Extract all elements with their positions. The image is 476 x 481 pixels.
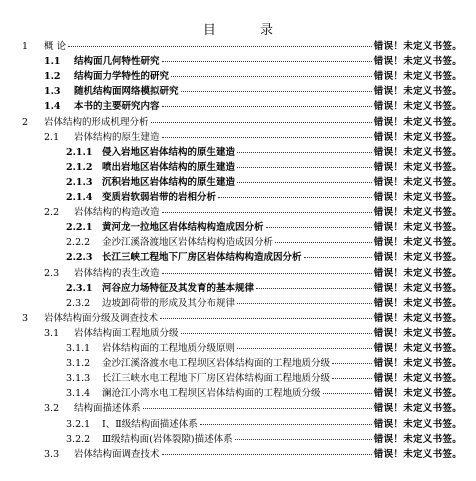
toc-leader-dots	[237, 182, 372, 183]
toc-leader-dots	[162, 106, 372, 107]
toc-entry-number: 2.1.3	[66, 176, 93, 188]
toc-leader-dots	[304, 257, 372, 258]
toc-entry[interactable]	[66, 174, 462, 188]
toc-entry-page-ref: 错误！未定义书签。	[373, 161, 462, 173]
toc-entry-number: 3.1.3	[66, 373, 91, 385]
toc-entry-title: 岩体结构面分级及调查技术	[44, 312, 159, 324]
toc-entry[interactable]	[66, 234, 462, 248]
toc-leader-dots	[266, 227, 372, 228]
toc-entry-page-ref: 错误！未定义书签。	[373, 282, 462, 294]
toc-entry-page-ref: 错误！未定义书签。	[373, 267, 462, 279]
toc-entry-title: 本书的主要研究内容	[74, 101, 160, 113]
toc-entry-number: 2.3	[44, 267, 60, 279]
toc-entry-page-ref: 错误！未定义书签。	[373, 252, 462, 264]
toc-entry-number: 2.3.1	[66, 282, 93, 294]
toc-entry-number: 2.2	[44, 207, 60, 219]
toc-leader-dots	[162, 137, 372, 138]
toc-entry-title: 随机结构面网络模拟研究	[74, 86, 179, 98]
toc-leader-dots	[68, 46, 372, 47]
toc-entry-number: 3.1.2	[66, 358, 91, 370]
toc-entry-number: 3.2.2	[66, 433, 91, 445]
toc-entry-page-ref: 错误！未定义书签。	[373, 56, 462, 68]
toc-entry-number: 2.1.1	[66, 146, 93, 158]
toc-entry[interactable]	[44, 446, 462, 460]
toc-entry-title: 侵入岩地区岩体结构的原生建造	[102, 146, 236, 158]
toc-leader-dots	[323, 393, 372, 394]
toc-entry-number: 3.1.4	[66, 388, 91, 400]
toc-entry-title: 沉积岩地区岩体结构的原生建造	[102, 176, 236, 188]
toc-entry-title: 金沙江溪洛渡水电工程坝区岩体结构面的工程地质分级	[102, 358, 331, 370]
toc-entry-title: 喷出岩地区岩体结构的原生建造	[102, 161, 236, 173]
toc-entry-number: 2.1.4	[66, 192, 93, 203]
toc-entry[interactable]	[66, 355, 462, 369]
toc-leader-dots	[160, 318, 372, 319]
toc-leader-dots	[181, 333, 372, 334]
toc-entry[interactable]	[44, 53, 462, 67]
toc-entry-title: 长江三峡水电工程地下厂房区岩体结构面工程地质分级	[102, 373, 331, 385]
toc-entry-title: 概 论	[44, 41, 67, 52]
toc-entry-title: 澜沧江小湾水电工程坝区岩体结构面的工程地质分级	[102, 388, 321, 400]
toc-entry-number: 3.1.1	[66, 343, 91, 354]
toc-leader-dots	[143, 408, 372, 409]
toc-entry-page-ref: 错误！未定义书签。	[373, 237, 462, 249]
toc-entry[interactable]	[66, 219, 462, 233]
toc-entry-page-ref: 错误！未定义书签。	[373, 403, 462, 415]
toc-entry-number: 1.2	[44, 71, 61, 83]
toc-entry[interactable]	[44, 325, 462, 339]
toc-entry-page-ref: 错误！未定义书签。	[373, 433, 462, 445]
toc-entry-title: 岩体结构面的工程地质分级原则	[102, 343, 236, 354]
toc-title: 目 录	[202, 23, 294, 38]
toc-entry-number: 1.1	[44, 56, 61, 68]
toc-leader-dots	[237, 348, 372, 349]
toc-entry-number: 2.1.2	[66, 161, 93, 173]
toc-entry-number: 2.1	[44, 131, 60, 143]
toc-entry[interactable]	[44, 68, 462, 82]
toc-leader-dots	[237, 303, 372, 304]
toc-entry[interactable]	[66, 431, 462, 445]
toc-entry-number: 1	[22, 41, 29, 52]
toc-entry[interactable]	[44, 265, 462, 279]
toc-entry[interactable]	[66, 280, 462, 294]
toc-entry[interactable]	[44, 204, 462, 218]
toc-leader-dots	[181, 91, 372, 92]
toc-entry-page-ref: 错误！未定义书签。	[373, 101, 462, 113]
toc-leader-dots	[162, 61, 372, 62]
toc-entry-title: 边坡卸荷带的形成及其分布规律	[102, 297, 236, 309]
toc-entry-title: 结构面力学特性的研究	[74, 71, 170, 83]
toc-leader-dots	[171, 76, 372, 77]
toc-entry-title: 变质岩软弱岩带的岩相分析	[102, 192, 217, 203]
toc-leader-dots	[275, 242, 372, 243]
toc-entry[interactable]	[44, 83, 462, 97]
toc-entry-page-ref: 错误！未定义书签。	[373, 176, 462, 188]
toc-entry-number: 2	[22, 116, 29, 128]
toc-entry[interactable]	[66, 159, 462, 173]
toc-entry-page-ref: 错误！未定义书签。	[373, 343, 462, 354]
toc-leader-dots	[200, 424, 372, 425]
toc-leader-dots	[256, 288, 372, 289]
toc-leader-dots	[162, 454, 372, 455]
toc-entry[interactable]	[66, 340, 462, 354]
toc-entry-page-ref: 错误！未定义书签。	[373, 207, 462, 219]
toc-leader-dots	[151, 122, 372, 123]
toc-entry-title: 岩体结构面调查技术	[74, 448, 160, 460]
toc-entry-title: 岩体结构的构造改造	[74, 207, 160, 219]
toc-entry[interactable]	[22, 38, 462, 52]
toc-entry-page-ref: 错误！未定义书签。	[373, 116, 462, 128]
toc-entry-title: 河谷应力场特征及其发育的基本规律	[102, 282, 255, 294]
toc-entry-title: 长江三峡工程地下厂房区岩体结构构造成因分析	[102, 252, 302, 264]
toc-entry-number: 3.1	[44, 327, 60, 339]
toc-entry-number: 3	[22, 312, 29, 324]
toc-entry-number: 2.2.3	[66, 252, 93, 264]
toc-entry[interactable]	[44, 129, 462, 143]
toc-entry[interactable]	[44, 98, 462, 112]
toc-entry-page-ref: 错误！未定义书签。	[373, 131, 462, 143]
toc-entry-page-ref: 错误！未定义书签。	[373, 86, 462, 98]
toc-entry-title: Ⅰ、Ⅱ级结构面描述体系	[102, 418, 198, 430]
toc-entry-page-ref: 错误！未定义书签。	[373, 373, 462, 385]
toc-entry[interactable]	[22, 310, 462, 324]
toc-entry-page-ref: 错误！未定义书签。	[373, 71, 462, 83]
toc-entry-number: 3.2	[44, 403, 60, 415]
toc-entry-number: 1.3	[44, 86, 61, 98]
toc-entry[interactable]	[44, 400, 462, 414]
toc-entry[interactable]	[66, 144, 462, 158]
toc-entry[interactable]	[66, 189, 462, 203]
toc-entry-title: 岩体结构面工程地质分级	[74, 327, 179, 339]
toc-entry-title: Ⅲ级结构面(岩体裂隙)描述体系	[102, 433, 233, 445]
toc-leader-dots	[218, 197, 372, 198]
toc-entry-title: 金沙江溪洛渡地区岩体结构构造成因分析	[102, 237, 274, 249]
toc-entry-page-ref: 错误！未定义书签。	[373, 418, 462, 430]
toc-entry-page-ref: 错误！未定义书签。	[373, 312, 462, 324]
toc-entry-title: 结构面几何特性研究	[74, 56, 160, 68]
toc-entry-number: 3.2.1	[66, 418, 91, 430]
toc-entry-title: 黄河龙一拉地区岩体结构构造成因分析	[102, 222, 264, 234]
toc-leader-dots	[162, 273, 372, 274]
toc-entry-page-ref: 错误！未定义书签。	[373, 327, 462, 339]
toc-entry-page-ref: 错误！未定义书签。	[373, 358, 462, 370]
toc-entry-number: 2.2.2	[66, 237, 91, 249]
toc-entry-title: 岩体结构的形成机理分析	[44, 116, 149, 128]
toc-entry-number: 2.2.1	[66, 222, 93, 234]
toc-entry-page-ref: 错误！未定义书签。	[373, 146, 462, 158]
toc-entry-page-ref: 错误！未定义书签。	[373, 41, 462, 52]
toc-entry[interactable]	[22, 114, 462, 128]
toc-entry-page-ref: 错误！未定义书签。	[373, 192, 462, 203]
toc-entry-number: 3.3	[44, 448, 60, 460]
toc-leader-dots	[162, 212, 372, 213]
toc-leader-dots	[237, 167, 372, 168]
toc-entry-page-ref: 错误！未定义书签。	[373, 222, 462, 234]
toc-leader-dots	[332, 363, 372, 364]
toc-entry[interactable]	[66, 370, 462, 384]
toc-entry-page-ref: 错误！未定义书签。	[373, 448, 462, 460]
toc-entry-page-ref: 错误！未定义书签。	[373, 297, 462, 309]
toc-entry-title: 岩体结构的表生改造	[74, 267, 160, 279]
toc-entry-number: 1.4	[44, 101, 61, 113]
toc-entry-page-ref: 错误！未定义书签。	[373, 388, 462, 400]
toc-entry-title: 岩体结构的原生建造	[74, 131, 160, 143]
toc-entry[interactable]	[66, 295, 462, 309]
toc-entry[interactable]	[66, 385, 462, 399]
toc-leader-dots	[235, 439, 372, 440]
toc-leader-dots	[332, 378, 372, 379]
toc-entry[interactable]	[66, 416, 462, 430]
toc-leader-dots	[237, 152, 372, 153]
toc-entry-number: 2.3.2	[66, 297, 91, 309]
toc-entry-title: 结构面描述体系	[74, 403, 141, 415]
toc-entry[interactable]	[66, 249, 462, 263]
